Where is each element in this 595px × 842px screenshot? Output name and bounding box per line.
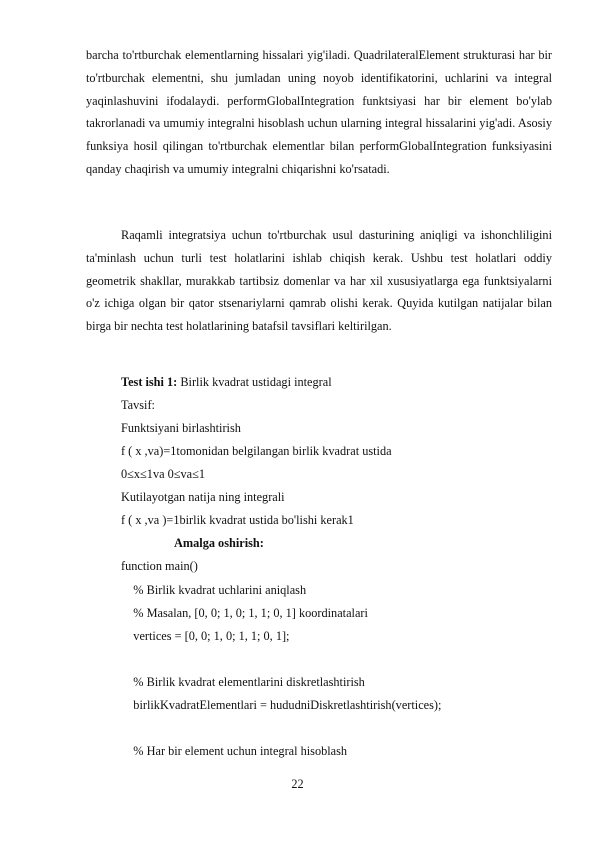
paragraph-integration-summary: barcha to'rtburchak elementlarning hissalari yig'iladi. QuadrilateralElement strukturasi har bir to'rtburchak elementni, shu jumladan uning noyob identifikatorini, uchlarini va integral yaqinlashuvini ifodalaydi. performGlobalIntegration funktsiyasi har bir element bo'ylab takrorlanadi va umumiy integralni hisoblash uchun ularning integral hissalarini yig'adi. Asosiy funksiya hosil qilingan to'rtburchak elementlar bilan performGlobalIntegration funksiyasini qanday chaqirish va umumiy integralni chiqarishni ko'rsatadi.: [86, 48, 552, 176]
description-heading: Tavsif:: [121, 398, 155, 412]
code-line: % Har bir element uchun integral hisoblash: [121, 744, 348, 758]
function-definition: f ( x ,va)=1tomonidan belgilangan birlik kvadrat ustida: [121, 444, 392, 458]
implementation-heading: Amalga oshirish:: [174, 536, 264, 550]
paragraph-test-cases-intro: Raqamli integratsiya uchun to'rtburchak usul dasturining aniqligi va ishonchliligini ta'minlash uchun turli test holatlarini ishlab chiqish kerak. Ushbu test holatlari oddiy geometrik shakllar, murakkab tartibsiz domenlar va har xil xususiyatlarga ega funktsiyalarni o'z ichiga olgan bir qator stsenariylarni qamrab olishi kerak. Quyida kutilgan natijalar bilan birga bir nechta test holatlarining batafsil tavsiflari keltirilgan.: [86, 228, 552, 334]
code-line: % Masalan, [0, 0; 1, 0; 1, 1; 0, 1] koordinatalari: [121, 606, 368, 620]
expected-result-heading: Kutilayotgan natija ning integrali: [121, 490, 285, 504]
code-line: % Birlik kvadrat uchlarini aniqlash: [121, 583, 307, 597]
code-line: vertices = [0, 0; 1, 0; 1, 1; 0, 1];: [121, 629, 290, 643]
code-line: function main(): [121, 559, 198, 573]
expected-result-value: f ( x ,va )=1birlik kvadrat ustida bo'lishi kerak1: [121, 513, 354, 527]
page-number: 22: [291, 777, 304, 791]
code-line: birlikKvadratElementlari = hududniDiskretlashtirish(vertices);: [121, 698, 442, 712]
test-case-title: Birlik kvadrat ustidagi integral: [177, 375, 332, 389]
test-case-heading: [121, 374, 332, 390]
test-case-label: Test ishi 1:: [121, 375, 178, 389]
function-heading: Funktsiyani birlashtirish: [121, 421, 241, 435]
code-line: % Birlik kvadrat elementlarini diskretlashtirish: [121, 675, 365, 689]
domain-bounds: 0≤x≤1va 0≤va≤1: [121, 467, 206, 481]
